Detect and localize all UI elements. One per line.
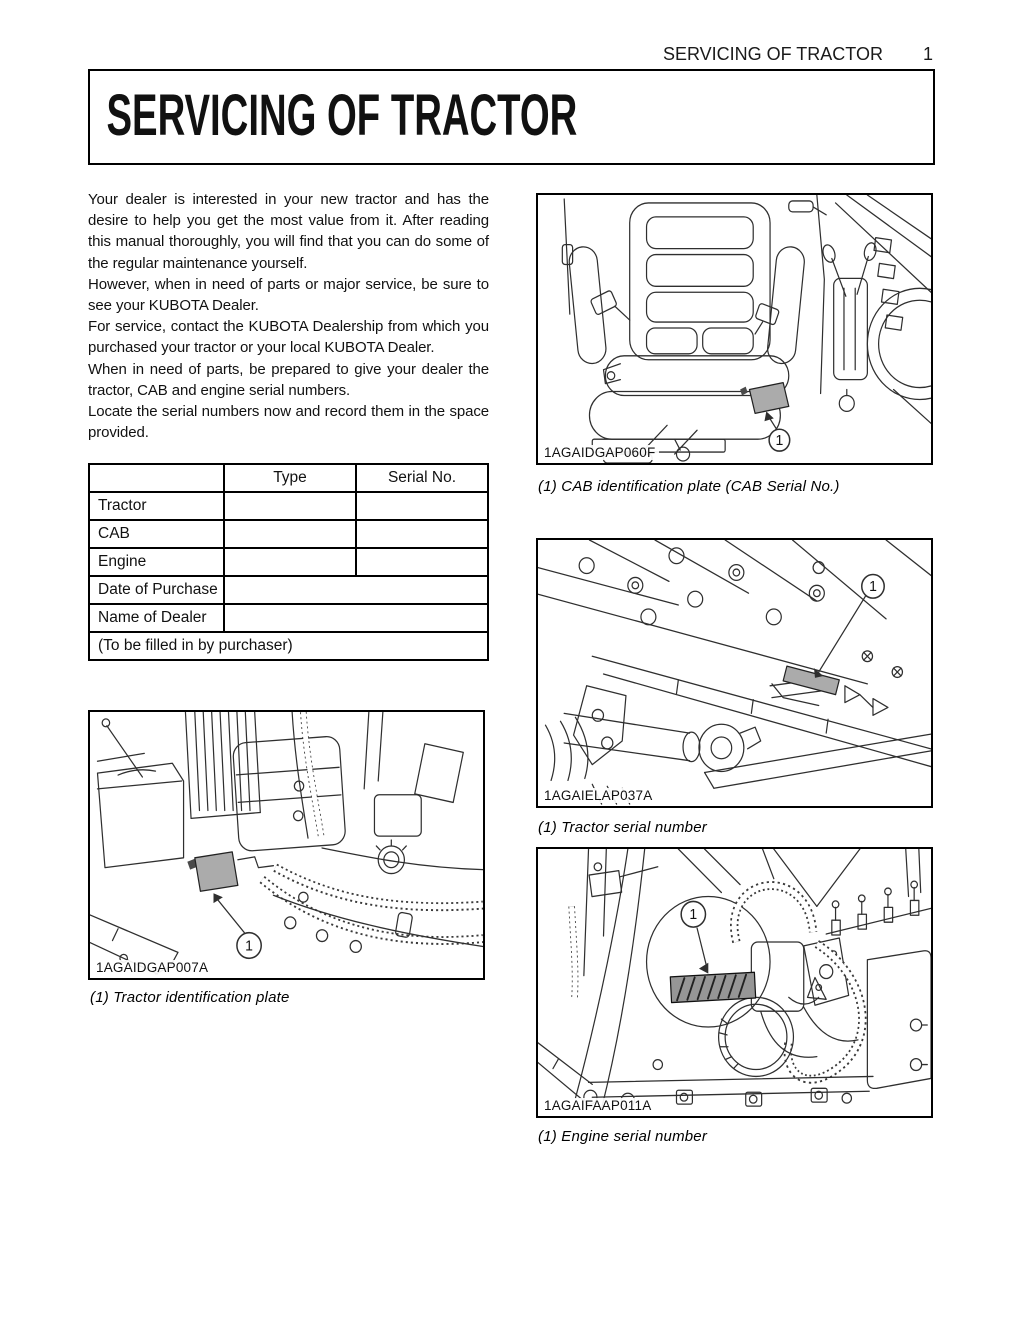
engine-bay-line-art: [90, 712, 483, 978]
callout-1: [769, 429, 790, 451]
page-header: [0, 44, 933, 65]
table-row: [89, 576, 488, 604]
header-section-title: SERVICING OF TRACTOR: [662, 44, 883, 64]
row-label-tractor: Tractor: [89, 492, 224, 520]
row-label-date-of-purchase: Date of Purchase: [89, 576, 224, 604]
row-label-cab: CAB: [89, 520, 224, 548]
figure-marker: 1: [869, 578, 877, 596]
intro-paragraph: For service, contact the KUBOTA Dealership from which you purchased your tractor or your local KUBOTA Dealer.: [88, 318, 489, 357]
figure-cab-identification-plate: [536, 193, 933, 465]
row-label-engine: Engine: [89, 548, 224, 576]
table-header-row: [89, 464, 488, 492]
row-label-name-of-dealer: Name of Dealer: [89, 604, 224, 632]
tractor-serial-cell: [356, 492, 488, 520]
intro-paragraph: Locate the serial numbers now and record them in the space provided.: [88, 403, 489, 442]
figure-caption-engine-serial: (1) Engine serial number: [538, 1128, 708, 1145]
engine-line-art: [538, 849, 931, 1116]
engine-type-cell: [224, 548, 356, 576]
figure-code: 1AGAIELAP037A: [542, 788, 656, 803]
figure-caption-cab: (1) CAB identification plate (CAB Serial No.): [538, 478, 840, 495]
intro-paragraph: When in need of parts, be prepared to give your dealer the tractor, CAB and engine serial numbers.: [88, 360, 489, 399]
figure-marker: 1: [775, 432, 784, 450]
figure-code: 1AGAIDGAP007A: [94, 960, 212, 975]
figure-engine-serial-number: [536, 847, 933, 1118]
engine-serial-cell: [356, 548, 488, 576]
figure-code: 1AGAIDGAP060F: [542, 445, 659, 460]
table-row: [89, 604, 488, 632]
table-footer-note: (To be filled in by purchaser): [89, 632, 488, 660]
chassis-line-art: [538, 540, 931, 806]
figure-marker: 1: [245, 938, 253, 955]
figure-code: 1AGAIFAAP011A: [542, 1098, 655, 1113]
table-row: [89, 520, 488, 548]
cab-interior-line-art: [538, 195, 931, 463]
column-header-type: Type: [224, 464, 356, 492]
figure-marker: 1: [689, 906, 698, 924]
chapter-title: SERVICING OF TRACTOR: [106, 83, 578, 148]
corner-cell: [89, 464, 224, 492]
tractor-id-plate: [195, 852, 238, 891]
tractor-type-cell: [224, 492, 356, 520]
page-number: 1: [922, 44, 933, 64]
intro-text: [88, 189, 489, 443]
figure-tractor-serial-number: [536, 538, 933, 808]
serial-record-table: [88, 463, 489, 661]
figure-tractor-identification-plate: [88, 710, 485, 980]
callout-1: [862, 574, 884, 598]
engine-serial-stamp: [670, 972, 755, 1002]
figure-caption-tractor-plate: (1) Tractor identification plate: [90, 989, 290, 1006]
table-row: [89, 548, 488, 576]
callout-1: [237, 933, 261, 959]
intro-paragraph: Your dealer is interested in your new tractor and has the desire to help you get the most value from it. After reading this manual thoroughly, you will find that you can do some of the regular maintenance yourself.: [88, 191, 489, 272]
figure-caption-tractor-serial: (1) Tractor serial number: [538, 819, 707, 836]
intro-paragraph: However, when in need of parts or major service, be sure to see your KUBOTA Dealer.: [88, 275, 489, 315]
chapter-title-box: [88, 69, 935, 165]
cab-id-plate: [749, 383, 788, 414]
name-of-dealer-cell: [224, 604, 488, 632]
cab-type-cell: [224, 520, 356, 548]
date-of-purchase-cell: [224, 576, 488, 604]
cab-serial-cell: [356, 520, 488, 548]
tractor-serial-plate: [783, 666, 839, 695]
column-header-serial-no: Serial No.: [356, 464, 488, 492]
callout-1: [681, 901, 705, 927]
table-footer-row: [89, 632, 488, 660]
table-row: [89, 492, 488, 520]
